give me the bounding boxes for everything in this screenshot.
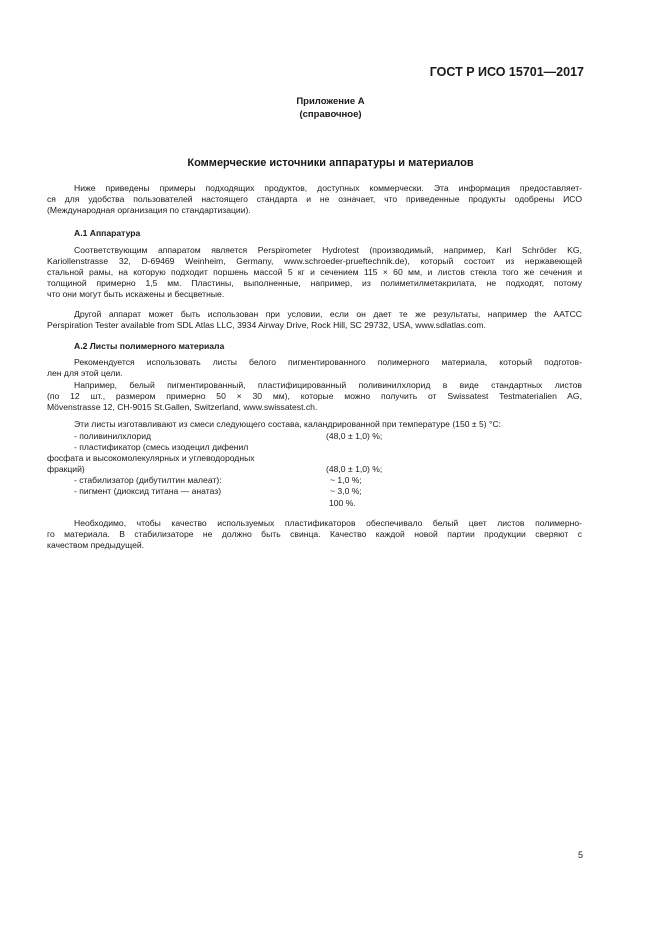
a2-paragraph-4	[47, 518, 582, 551]
a2-paragraph-3	[47, 419, 582, 430]
text-line: Эти листы изготавливают из смеси следующего состава, каландрированной при температуре (150 ± 5) °С:	[74, 419, 502, 429]
text-line: ся для удобства пользователей настоящего стандарта и не означает, что приведенные продукты одобрены ИСО	[47, 194, 582, 205]
section-heading-a2: А.2 Листы полимерного материала	[74, 341, 225, 351]
text-line: лен для этой цели.	[47, 368, 123, 379]
composition-total: 100 %.	[329, 497, 356, 508]
text-line: стальной рамы, на которую подходит поршень массой 5 кг и сечением 115 × 60 мм, и листов стекла того же сечения и	[47, 267, 582, 278]
text-line: Kariollenstrasse 32, D-69469 Weinheim, Germany, www.schroeder-prueftechnik.de), который состоит из нержавеющей	[47, 256, 582, 267]
appendix-label: Приложение А	[296, 96, 365, 107]
a1-paragraph-1	[47, 245, 582, 300]
text-line: толщиной примерно 1,5 мм. Пластины, выполненные, например, из полиметилметакрилата, не подходят, потому	[47, 278, 582, 289]
a1-paragraph-2	[47, 309, 582, 331]
composition-label: - пигмент (диоксид титана — анатаз)	[74, 486, 222, 497]
a2-paragraph-1	[47, 357, 582, 379]
text-line: Рекомендуется использовать листы белого пигментированного полимерного материала, который подготов-	[74, 357, 582, 367]
composition-value: ~ 3,0 %;	[330, 486, 362, 497]
text-line: Например, белый пигментированный, пластифицированный поливинилхлорид в виде стандартных листов	[74, 380, 582, 390]
text-line: качеством предыдущей.	[47, 540, 145, 551]
text-line: что они могут быть искажены и бесцветные.	[47, 289, 225, 300]
composition-label: - поливинилхлорид	[74, 431, 152, 441]
composition-value: (48,0 ± 1,0) %;	[326, 464, 383, 475]
text-line: Необходимо, чтобы качество используемых пластификаторов обеспечивало белый цвет листов полимерно-	[74, 518, 582, 528]
composition-row	[47, 486, 582, 497]
page-title: Коммерческие источники аппаратуры и материалов	[187, 157, 474, 169]
text-line: Perspiration Tester available from SDL Atlas LLC, 3934 Airway Drive, Rock Hill, SC 29732, USA, www.sdlatlas.com.	[47, 320, 486, 331]
composition-label: - стабилизатор (дибутилтин малеат):	[74, 475, 222, 486]
text-line: Другой аппарат может быть использован при условии, если он дает те же результаты, например the AATCC	[74, 309, 582, 319]
composition-value: (48,0 ± 1,0) %;	[326, 431, 383, 441]
composition-row	[47, 464, 582, 475]
composition-row	[47, 475, 582, 486]
composition-row	[47, 453, 582, 464]
standard-code: ГОСТ Р ИСО 15701—2017	[429, 65, 584, 79]
text-line: го материала. В стабилизаторе не должно быть свинца. Качество каждой новой партии продукции сверяют с	[47, 529, 582, 540]
text-line: (по 12 шт., размером примерно 50 × 30 мм), которые можно получить от Swissatest Testmaterialien AG,	[47, 391, 582, 402]
composition-value: ~ 1,0 %;	[330, 475, 362, 486]
composition-row	[47, 431, 582, 442]
text-line: (Международная организация по стандартизации).	[47, 205, 251, 216]
composition-label: фосфата и высокомолекулярных и углеводородных	[47, 453, 255, 464]
composition-row	[47, 442, 582, 453]
composition-row	[47, 498, 582, 509]
page-number: 5	[577, 850, 583, 860]
intro-paragraph	[47, 183, 582, 216]
section-heading-a1: А.1 Аппаратура	[74, 228, 141, 238]
composition-label: фракций)	[47, 464, 85, 475]
composition-list	[47, 431, 582, 509]
a2-paragraph-2	[47, 380, 582, 413]
composition-label: - пластификатор (смесь изодецил дифенил	[74, 442, 249, 453]
text-line: Соответствующим аппаратом является Perspirometer Hydrotest (производимый, например, Karl Schröder KG,	[74, 245, 582, 255]
text-line: Ниже приведены примеры подходящих продуктов, доступных коммерчески. Эта информация предоставляет-	[74, 183, 582, 193]
text-line: Mövenstrasse 12, CH-9015 St.Gallen, Switzerland, www.swissatest.ch.	[47, 402, 318, 413]
appendix-note: (справочное)	[299, 109, 362, 120]
